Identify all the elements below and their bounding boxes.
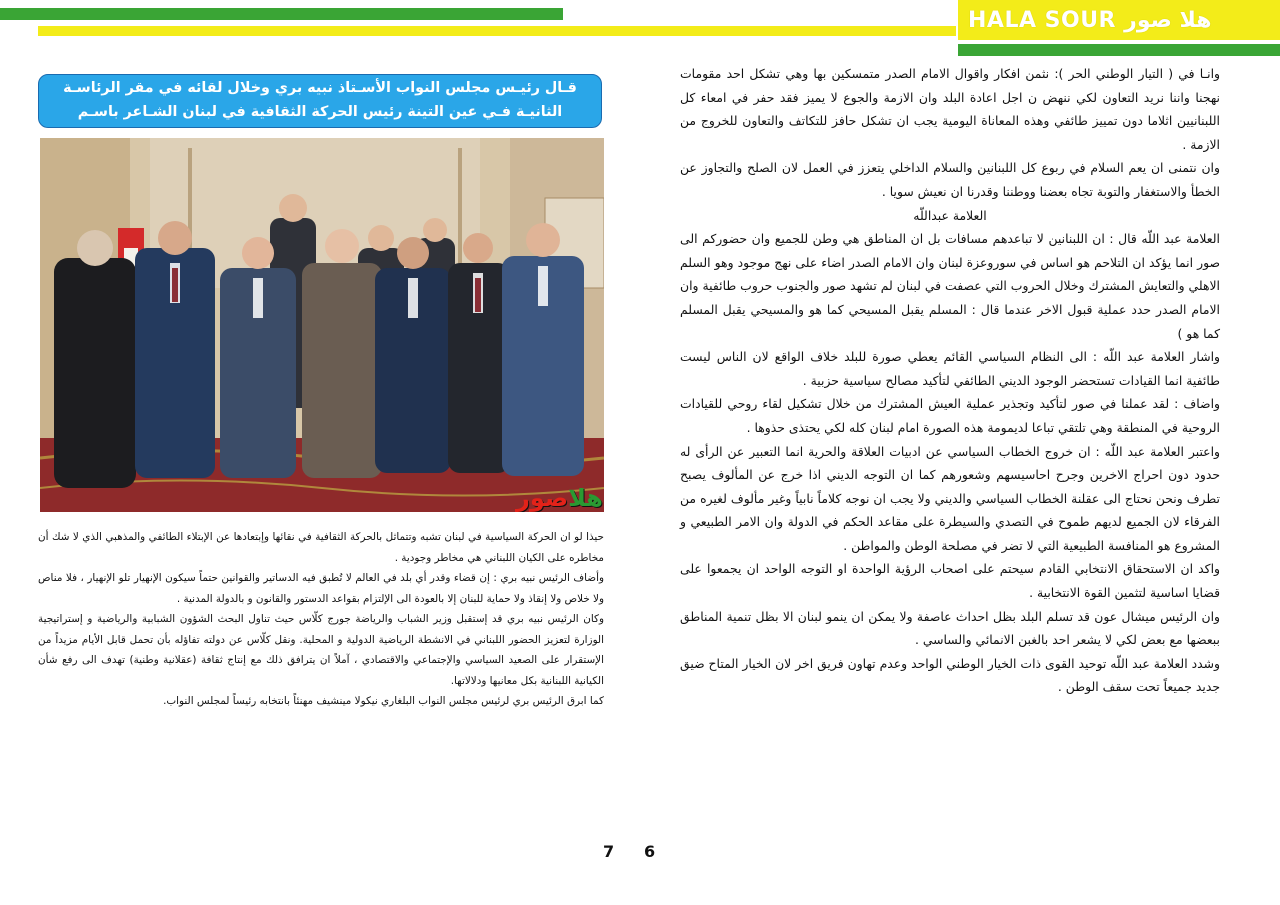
- article-paragraph: وأضاف الرئيس نبيه بري : إن قضاء وقدر أي بلد في العالم لا تُطبق فيه الدساتير والقوانين حتماً سيكون الإنهيار تلو الإنهيار ، فلا مناص ولا خلاص ولا إنقاذ ولا حماية للبنان إلا بالعودة الى الإلتزام بقواعد الدستور والقانون و بالدولة المدنية .: [38, 572, 604, 605]
- article-subheading: العلامة عبداللّه: [913, 207, 987, 223]
- photo-logo: هلاصور: [516, 484, 603, 512]
- top-stripe-green-left: [0, 8, 563, 20]
- masthead: [958, 0, 1280, 40]
- article-paragraph: حيذا لو ان الحركة السياسية في لبنان تشبه وتتماثل بالحركة الثقافية في نقائها وإبتعادها عن الإبتلاء الطائفي والمذهبي الذي لا شك أن مخاطره على الكيان اللبناني هي مخاطر وجودية .: [38, 531, 604, 564]
- headline-box: [38, 74, 602, 128]
- left-column-article: [38, 527, 604, 712]
- right-column-article: [680, 62, 1220, 699]
- article-paragraph: واضاف : لقد عملنا في صور لتأكيد وتجذير عملية العيش المشترك من خلال تشكيل لقاء روحي للقيادات الروحية في المنطقة وهي تلتقي تباعا لديمومة هذه الصورة امام لبنان كله لكي يحتذى حذوها .: [680, 396, 1220, 435]
- top-stripe-yellow-left: [38, 26, 956, 36]
- group-photo: [40, 138, 604, 512]
- page-number-right: 6: [644, 842, 656, 861]
- article-paragraph: وان نتمنى ان يعم السلام في ربوع كل اللبنانين والسلام الداخلي يتعزز في العمل لان الصلح والتجاوز عن الخطأ والاستغفار والتوبة تجاه بعضنا ووطننا وقدرنا ان نعيش سويا .: [680, 160, 1220, 199]
- article-paragraph: وانـا في ( التيار الوطني الحر ): نثمن افكار واقوال الامام الصدر متمسكين بها وهي تشكل احد مقومات نهجنا واننا نريد التعاون لكي ننهض ن اجل اعادة البلد وان الازمة والجوع لا يميز فقد حفر في امعاء كل اللبنانيين اثلاما دون تمييز طائفي وهذه المعاناة اليومية يجب ان تشكل حافز للتكاتف والتعاون للخروج من الازمة .: [680, 66, 1220, 152]
- article-paragraph: وان الرئيس ميشال عون قد تسلم البلد بظل احداث عاصفة ولا يمكن ان ينمو لبنان الا بظل تنمية المناطق ببعضها مع بعض لكي لا يشعر احد بالغبن الانمائي والساسي .: [680, 608, 1220, 648]
- article-paragraph: العلامة عبد اللّه قال : ان اللبنانين لا تباعدهم مسافات بل ان المناطق هي وطن للجميع وان حضوركم الى صور انما يؤكد ان التلاحم هو اساس في سوروعزة لبنان وان الامام الصدر اضاء على نهج موجود وهو السلم الاهلي والتعايش المشترك وخلال الحروب التي عصفت في لبنان لم تشهد صور والجنوب حروب طائفية وان الامام الصدر حدد عملية قبول الاخر عندما قال : المسلم يقبل المسيحي كما هو والمسيحي يقبل المسلم كما هو ): [680, 231, 1220, 341]
- headline-line: الثانيـة فـي عين التينة رئيس الحركة الثقافية في لبنان الشـاعر باسـم: [77, 104, 563, 120]
- group-photo-illustration: [40, 138, 604, 512]
- article-paragraph: وشدد العلامة عبد اللّه توحيد القوى ذات الخيار الوطني الواحد وعدم تهاون فريق اخر لان الخيار المتاح ضيق جديد جميعاً تحت سقف الوطن .: [680, 655, 1220, 695]
- headline-line: قـال رئيـس مجلس النواب الأسـتاذ نبيه بري وخلال لقائه في مقر الرئاسـة: [63, 80, 577, 96]
- page-number-left: 7: [603, 842, 615, 861]
- article-paragraph: كما ابرق الرئيس بري لرئيس مجلس النواب البلغاري نيكولا مينشيف مهنئاً بانتخابه رئيساً لمجلس النواب.: [163, 695, 604, 707]
- article-paragraph: واعتبر العلامة عبد اللّه : ان خروج الخطاب السياسي عن ادبيات العلاقة والحرية انما التعبير عن الرأى له حدود دون احراج الاخرين وجرح احاسيسهم وشعورهم كما ان التوجه الديني اذا خرج عن المألوف يصبح تطرف ونحن نحتاج الى عقلنة الخطاب السياسي والديني ولا يجب ان نوجه كلاماً نابياً وغير مألوف لغيره من الفرقاء لان الجميع لديهم طموح في التصدي والسيطرة على مقاعد الحكم في الدولة وان الامر الطبيعي و المشروع هو المنافسة الطبيعية التي لا تضر في مصلحة الوطن والمواطن .: [680, 443, 1220, 553]
- article-paragraph: وكان الرئيس نبيه بري قد إستقبل وزير الشباب والرياضة جورج كلّاس حيث تناول البحث الشؤون الشبابية والرياضية و إستراتيجية الوزارة لتعزيز الحضور اللبناني في الانشطة الرياضية الدولية و المحلية. ونقل كلّاس عن دولته تفاؤله بأن تحمل قابل الأيام مزيداً من الإستقرار على الصعيد السياسي والإجتماعي والاقتصادي ، آملاً ان يترافق ذلك مع إنتاج ثقافة (عقلانية وطنية) تهدف الى رفع شأن الكيانية اللبنانية بكل معانيها ودلالاتها.: [38, 613, 604, 687]
- article-paragraph: واشار العلامة عبد اللّه : الى النظام السياسي القائم يعطي صورة للبلد خلاف الواقع لان الناس ليست طائفية انما القيادات تستحضر الوجود الديني الطائفي لتأكيد مصالح سياسية حزبية .: [680, 349, 1220, 388]
- masthead-title: HALA SOUR هلا صور: [968, 7, 1212, 33]
- masthead-stripe-green: [958, 44, 1280, 56]
- article-paragraph: واكد ان الاستحقاق الانتخابي القادم سيحتم على اصحاب الرؤية الواحدة او التوجه الواحد ان يجمعوا على قضايا اساسية لتثمين القوة الانتخابية .: [680, 561, 1220, 601]
